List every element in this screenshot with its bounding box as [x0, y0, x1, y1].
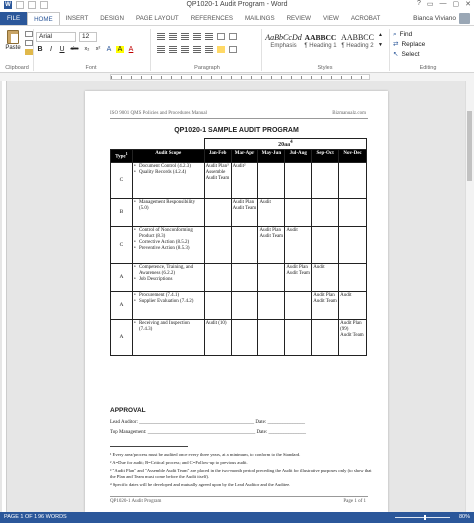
- ruler-tick: [191, 76, 192, 79]
- font-group-label: Font: [85, 65, 97, 71]
- style-name: ¶ Heading 1: [304, 43, 337, 49]
- document-heading: QP1020-1 SAMPLE AUDIT PROGRAM: [174, 127, 299, 134]
- column-header: [111, 150, 133, 163]
- font-size-select[interactable]: 12: [79, 32, 97, 42]
- type-cell[interactable]: A: [111, 263, 133, 291]
- select-button[interactable]: [393, 50, 463, 60]
- font-color-button[interactable]: A: [128, 46, 134, 53]
- strikethrough-button[interactable]: abc: [70, 46, 79, 52]
- scope-cell[interactable]: [132, 198, 204, 226]
- schedule-cell[interactable]: [231, 263, 258, 291]
- scope-item: • Supplier Evaluation (7.4.2): [134, 299, 203, 305]
- divider: [261, 29, 262, 71]
- schedule-cell[interactable]: [312, 319, 339, 355]
- column-header-label: Type: [115, 154, 126, 160]
- tab-references[interactable]: REFERENCES: [190, 15, 233, 22]
- ruler-tick: [351, 76, 352, 79]
- scope-cell[interactable]: [132, 291, 204, 319]
- title-bar: [0, 0, 474, 12]
- footer-rule: [110, 496, 368, 497]
- ruler-tick: [251, 76, 252, 79]
- ruler-tick: [181, 76, 182, 79]
- style-preview: AABBCC: [304, 33, 337, 42]
- justify-icon[interactable]: [193, 46, 201, 53]
- tab-view[interactable]: VIEW: [323, 15, 339, 22]
- footnote-separator: [110, 446, 188, 447]
- select-icon: ↖: [393, 51, 399, 58]
- editing-group: [393, 30, 463, 60]
- ruler-tick: [211, 76, 212, 79]
- footnote: ² A=Due for audit; B=Critical process; and C=Follow-up to previous audit.: [110, 460, 248, 465]
- window-title: QP1020-1 Audit Program - Word: [186, 1, 288, 8]
- schedule-cell[interactable]: [231, 291, 258, 319]
- type-cell[interactable]: A: [111, 291, 133, 319]
- schedule-cell[interactable]: [312, 198, 339, 226]
- scope-item: • Competence, Training, and Awareness (6.2.2): [134, 265, 203, 277]
- tab-page-layout[interactable]: PAGE LAYOUT: [135, 15, 179, 22]
- ruler-tick: [121, 76, 122, 79]
- header-left: ISO 9001 QMS Policies and Procedures Manual: [110, 111, 207, 116]
- tab-design[interactable]: DESIGN: [100, 15, 124, 22]
- styles-gallery: [265, 30, 377, 62]
- bold-button[interactable]: B: [37, 46, 43, 53]
- schedule-cell[interactable]: Audit²: [231, 162, 258, 198]
- column-header: Mar-Apr: [231, 150, 258, 163]
- cut-icon[interactable]: [25, 31, 33, 37]
- type-cell[interactable]: C: [111, 162, 133, 198]
- divider: [33, 29, 34, 71]
- ruler-tick: [321, 76, 322, 79]
- scope-item: • Document Control (4.2.3): [134, 164, 203, 170]
- page-count[interactable]: PAGE 1 OF 1: [4, 514, 38, 520]
- minimize-icon[interactable]: —: [439, 0, 447, 7]
- ruler-tick: [201, 76, 202, 79]
- schedule-cell[interactable]: Audit Plan Audit Team: [312, 291, 339, 319]
- scope-item: • Corrective Action (8.5.2): [134, 240, 203, 246]
- type-cell[interactable]: C: [111, 226, 133, 263]
- ruler-tick: [231, 76, 232, 79]
- replace-button[interactable]: [393, 40, 463, 50]
- scope-item: • Preventive Action (8.5.3): [134, 246, 203, 252]
- avatar[interactable]: [459, 13, 470, 24]
- style-name: Emphasis: [270, 43, 297, 49]
- vertical-scrollbar[interactable]: [465, 81, 474, 512]
- ruler-tick: [161, 76, 162, 79]
- scrollbar-thumb[interactable]: [467, 111, 472, 181]
- window-controls: [417, 0, 471, 8]
- italic-button[interactable]: I: [50, 46, 52, 53]
- scope-item: • Procurement (7.4.1): [134, 293, 203, 299]
- clipboard-icon: [7, 30, 19, 44]
- schedule-cell[interactable]: Audit Plan³ Assemble Audit Team: [204, 162, 231, 198]
- align-center-icon[interactable]: [169, 46, 177, 53]
- multilevel-list-icon[interactable]: [181, 33, 189, 40]
- sort-icon[interactable]: [217, 33, 225, 40]
- find-label: Find: [399, 31, 413, 38]
- paragraph-group-label: Paragraph: [194, 65, 220, 71]
- schedule-cell[interactable]: [231, 226, 258, 263]
- footnote: ¹ Every area/process must be audited once every three years, at a minimum, to conform to the Standard.: [110, 452, 301, 457]
- horizontal-ruler[interactable]: [110, 74, 370, 80]
- word-logo-icon: W: [5, 2, 11, 8]
- audit-program-table: [110, 138, 367, 356]
- footnote: ⁴ Specific dates will be developed and mutually agreed upon by the Lead Auditor and the Auditee.: [110, 482, 291, 487]
- paste-button[interactable]: [3, 30, 23, 60]
- year-label: 20aa: [278, 142, 291, 148]
- scope-cell[interactable]: [132, 226, 204, 263]
- ruler-tick: [261, 76, 262, 79]
- schedule-cell[interactable]: Audit: [285, 226, 312, 263]
- style-heading-2[interactable]: [339, 30, 376, 62]
- scope-cell[interactable]: [132, 263, 204, 291]
- close-icon[interactable]: ✕: [465, 1, 471, 8]
- schedule-cell[interactable]: Audit: [339, 291, 367, 319]
- ruler-area: [0, 73, 474, 81]
- ribbon: [0, 25, 474, 73]
- ruler-tick: [301, 76, 302, 79]
- borders-icon[interactable]: [229, 46, 237, 53]
- ruler-tick: [311, 76, 312, 79]
- footer-left: QP1020-1 Audit Program: [110, 499, 162, 504]
- document-page[interactable]: [85, 91, 388, 512]
- schedule-cell[interactable]: Audit (10): [204, 319, 231, 355]
- column-header: Jan-Feb: [204, 150, 231, 163]
- paste-label: Paste: [5, 45, 21, 51]
- ruler-tick: [171, 76, 172, 79]
- schedule-cell[interactable]: [285, 319, 312, 355]
- pilcrow-icon[interactable]: [229, 33, 237, 40]
- schedule-cell[interactable]: [204, 263, 231, 291]
- table-row: [111, 226, 367, 263]
- zoom-level[interactable]: 80%: [458, 514, 470, 520]
- superscript-button[interactable]: x²: [95, 46, 101, 52]
- ruler-tick: [361, 76, 362, 79]
- type-cell[interactable]: A: [111, 319, 133, 355]
- approval-heading: APPROVAL: [110, 407, 146, 414]
- ruler-tick: [141, 76, 142, 79]
- schedule-cell[interactable]: Audit: [312, 263, 339, 291]
- vertical-ruler: [2, 81, 7, 512]
- find-button[interactable]: [393, 30, 463, 40]
- divider: [150, 29, 151, 71]
- blank-cell: [111, 139, 205, 150]
- align-right-icon[interactable]: [181, 46, 189, 53]
- ruler-tick: [241, 76, 242, 79]
- ribbon-display-icon[interactable]: ▭: [426, 1, 434, 8]
- paragraph-row-2: [157, 46, 237, 53]
- ruler-tick: [331, 76, 332, 79]
- header-right: Bizmanualz.com: [332, 111, 366, 116]
- ruler-tick: [111, 76, 112, 79]
- divider: [389, 29, 390, 71]
- ruler-tick: [221, 76, 222, 79]
- font-name-select[interactable]: Arial: [36, 32, 76, 42]
- schedule-cell[interactable]: [339, 162, 367, 198]
- schedule-cell[interactable]: [285, 291, 312, 319]
- footnote-ref: 1: [125, 151, 128, 156]
- scope-list: [134, 265, 203, 283]
- column-header: May-Jun: [258, 150, 285, 163]
- top-management-signature-line[interactable]: Top Management: ___________________________________________ Date: _______________: [110, 430, 307, 435]
- schedule-cell[interactable]: [312, 226, 339, 263]
- schedule-cell[interactable]: [285, 198, 312, 226]
- font-format-buttons: [36, 46, 135, 53]
- ruler-tick: [341, 76, 342, 79]
- table-row: [111, 291, 367, 319]
- select-label: Select: [401, 51, 420, 58]
- column-header-row: [111, 150, 367, 163]
- scope-item: • Management Responsibility (5.0): [134, 200, 203, 212]
- style-preview: AABBCC: [341, 33, 374, 42]
- styles-scroll-down-icon[interactable]: ▼: [378, 42, 383, 48]
- schedule-cell[interactable]: [339, 263, 367, 291]
- column-header: Audit Scope: [132, 150, 204, 163]
- decrease-indent-icon[interactable]: [193, 33, 201, 40]
- header-rule: [110, 118, 368, 119]
- schedule-cell[interactable]: [258, 319, 285, 355]
- style-name: ¶ Heading 2: [341, 43, 374, 49]
- schedule-cell[interactable]: Audit Plan Audit Team: [285, 263, 312, 291]
- scope-item: • Receiving and Inspection (7.4.3): [134, 321, 203, 333]
- schedule-cell[interactable]: [231, 319, 258, 355]
- schedule-cell[interactable]: [258, 263, 285, 291]
- paragraph-row-1: [157, 33, 237, 40]
- tab-mailings[interactable]: MAILINGS: [245, 15, 275, 22]
- schedule-cell[interactable]: [204, 198, 231, 226]
- ruler-tick: [131, 76, 132, 79]
- scope-item: • Control of Nonconforming Product (8.3): [134, 228, 203, 240]
- schedule-cell[interactable]: [339, 198, 367, 226]
- style-preview: AaBbCcDd: [265, 33, 302, 42]
- type-cell[interactable]: B: [111, 198, 133, 226]
- footer-right: Page 1 of 1: [343, 499, 366, 504]
- table-row: [111, 263, 367, 291]
- highlight-color-button[interactable]: A: [117, 46, 123, 53]
- format-painter-icon[interactable]: [25, 49, 33, 55]
- scope-list: [134, 164, 203, 176]
- schedule-cell[interactable]: [204, 226, 231, 263]
- editing-group-label: Editing: [419, 65, 437, 71]
- footnote: ³ "Audit Plan" and "Assemble Audit Team" are placed in the two-month period preceding the Audit for illustrative purposes only (to show that the Plan and Team must come before the Audit itself).: [110, 468, 372, 479]
- table-body: [111, 162, 367, 355]
- table-row: [111, 319, 367, 355]
- maximize-icon[interactable]: ▢: [452, 1, 460, 8]
- underline-button[interactable]: U: [59, 46, 65, 53]
- clipboard-group-label: Clipboard: [5, 65, 29, 71]
- schedule-cell[interactable]: [285, 162, 312, 198]
- increase-indent-icon[interactable]: [205, 33, 213, 40]
- ruler-tick: [271, 76, 272, 79]
- tab-review[interactable]: REVIEW: [286, 15, 311, 22]
- help-icon[interactable]: ?: [416, 0, 421, 7]
- scope-item: • Quality Records (4.2.4): [134, 170, 203, 176]
- subscript-button[interactable]: x₂: [84, 46, 90, 52]
- scope-cell[interactable]: [132, 162, 204, 198]
- scope-item: • Job Descriptions: [134, 277, 203, 283]
- text-effects-button[interactable]: A: [106, 46, 112, 53]
- schedule-cell[interactable]: Audit: [258, 198, 285, 226]
- ruler-tick: [291, 76, 292, 79]
- align-left-icon[interactable]: [157, 46, 165, 53]
- tab-acrobat[interactable]: ACROBAT: [350, 15, 381, 22]
- schedule-cell[interactable]: Audit Plan Audit Team: [258, 226, 285, 263]
- schedule-cell[interactable]: Audit Plan Audit Team: [231, 198, 258, 226]
- find-icon: ⌕: [393, 31, 397, 38]
- scope-list: [134, 200, 203, 212]
- bullets-icon[interactable]: [157, 33, 165, 40]
- numbering-icon[interactable]: [169, 33, 177, 40]
- styles-group-label: Styles: [317, 65, 333, 71]
- column-header: Sep-Oct: [312, 150, 339, 163]
- lead-auditor-signature-line[interactable]: Lead Auditor: ______________________________________________ Date: _______________: [110, 420, 305, 425]
- schedule-cell[interactable]: [339, 226, 367, 263]
- style-emphasis[interactable]: [265, 30, 302, 62]
- column-header: Nov-Dec: [339, 150, 367, 163]
- scope-list: [134, 293, 203, 305]
- schedule-cell[interactable]: [258, 291, 285, 319]
- scope-cell[interactable]: [132, 319, 204, 355]
- schedule-cell[interactable]: Audit Plan (99) Audit Team: [339, 319, 367, 355]
- tab-home[interactable]: HOME: [27, 12, 60, 25]
- tab-file[interactable]: FILE: [0, 12, 27, 25]
- column-header: Jul-Aug: [285, 150, 312, 163]
- ruler-tick: [151, 76, 152, 79]
- footnote-ref: 4: [290, 140, 293, 145]
- schedule-cell[interactable]: [204, 291, 231, 319]
- status-bar: [0, 512, 474, 523]
- user-name[interactable]: Bianca Viviano: [413, 15, 456, 22]
- line-spacing-icon[interactable]: [205, 46, 213, 53]
- schedule-cell[interactable]: [258, 162, 285, 198]
- document-canvas: [0, 81, 474, 512]
- shading-icon[interactable]: [217, 46, 225, 53]
- copy-icon[interactable]: [25, 40, 33, 46]
- replace-label: Replace: [401, 41, 426, 48]
- schedule-cell[interactable]: [312, 162, 339, 198]
- zoom-slider[interactable]: [395, 517, 450, 518]
- style-heading-1[interactable]: [302, 30, 339, 62]
- zoom-slider-handle[interactable]: [424, 515, 426, 520]
- styles-scroll-up-icon[interactable]: ▲: [378, 32, 383, 38]
- replace-icon: ⇄: [393, 41, 399, 48]
- ribbon-tabs: [0, 12, 474, 25]
- table-row: [111, 198, 367, 226]
- scope-list: [134, 228, 203, 252]
- table-row: [111, 162, 367, 198]
- year-header: [204, 139, 366, 150]
- word-count[interactable]: 96 WORDS: [38, 514, 67, 520]
- tab-insert[interactable]: INSERT: [65, 15, 89, 22]
- scope-list: [134, 321, 203, 333]
- ruler-tick: [281, 76, 282, 79]
